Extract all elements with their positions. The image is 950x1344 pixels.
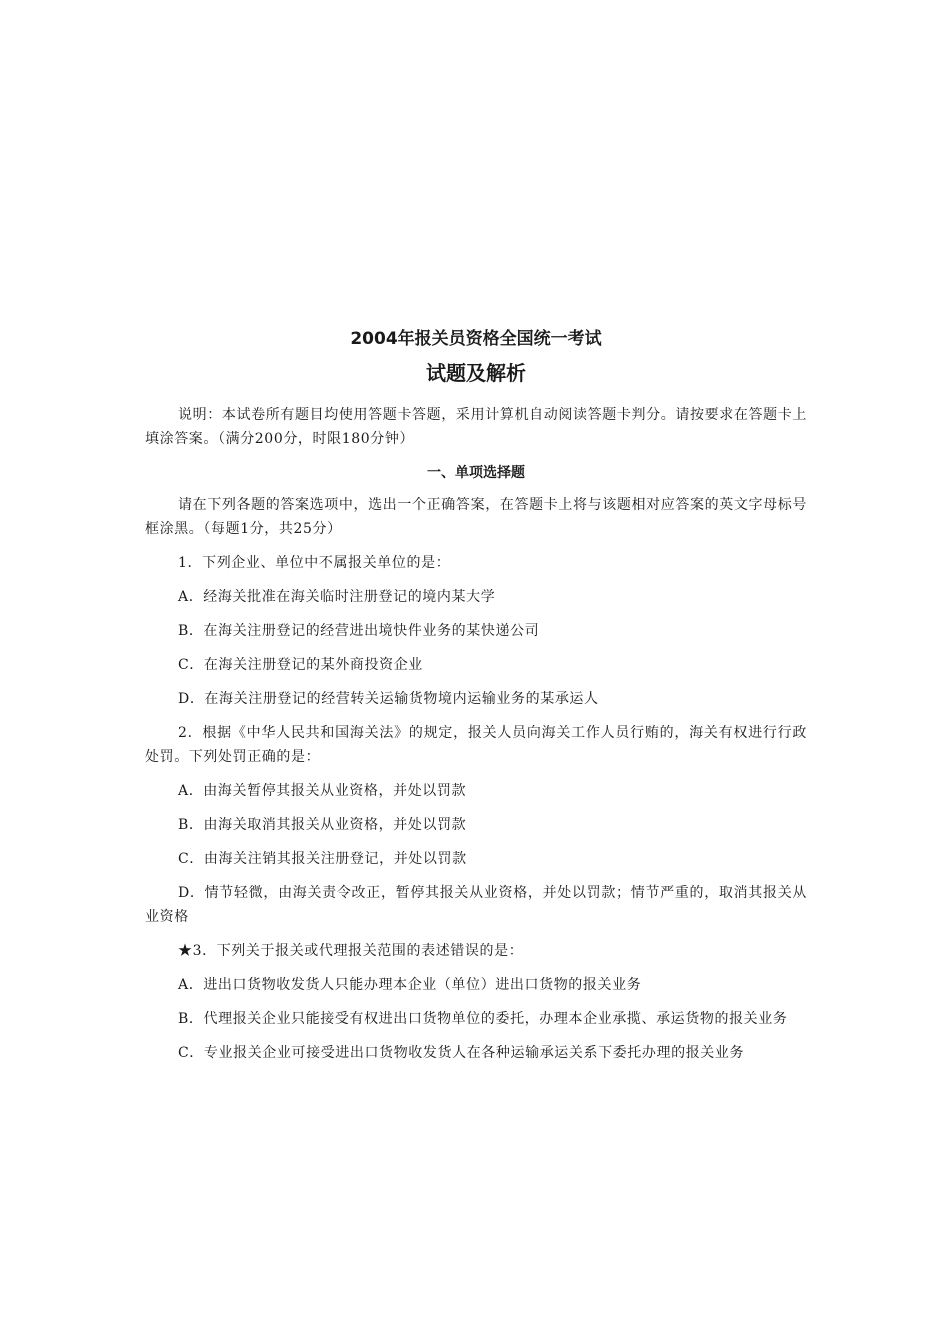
document-body: [145, 325, 807, 1075]
question-stem: ★3．下列关于报关或代理报关范围的表述错误的是：: [178, 943, 524, 959]
answer-option: C．由海关注销其报关注册登记，并处以罚款: [178, 851, 467, 867]
question-stem: 2．根据《中华人民共和国海关法》的规定，报关人员向海关工作人员行贿的，海关有权进行行政处罚。下列处罚正确的是：: [145, 725, 807, 765]
answer-option: C．专业报关企业可接受进出口货物收发货人在各种运输承运关系下委托办理的报关业务: [178, 1045, 745, 1061]
answer-option: B．在海关注册登记的经营进出境快件业务的某快递公司: [178, 623, 540, 639]
answer-option: D．情节轻微，由海关责令改正，暂停其报关从业资格，并处以罚款；情节严重的，取消其报关从业资格: [145, 885, 807, 925]
section-heading: 一、单项选择题: [427, 465, 525, 481]
document-title: 2004年报关员资格全国统一考试: [350, 329, 602, 349]
document-subtitle: 试题及解析: [426, 361, 526, 385]
question-stem: 1．下列企业、单位中不属报关单位的是：: [178, 555, 451, 571]
answer-option: D．在海关注册登记的经营转关运输货物境内运输业务的某承运人: [178, 691, 599, 707]
answer-option: C．在海关注册登记的某外商投资企业: [178, 657, 423, 673]
question-2: [145, 721, 807, 929]
answer-option: A．由海关暂停其报关从业资格，并处以罚款: [178, 783, 467, 799]
answer-option: B．代理报关企业只能接受有权进出口货物单位的委托，办理本企业承揽、承运货物的报关业务: [178, 1011, 788, 1027]
answer-option: A．进出口货物收发货人只能办理本企业（单位）进出口货物的报关业务: [178, 977, 642, 993]
answer-option: B．由海关取消其报关从业资格，并处以罚款: [178, 817, 467, 833]
section-intro: 请在下列各题的答案选项中，选出一个正确答案，在答题卡上将与该题相对应答案的英文字母标号框涂黑。（每题1分，共25分）: [145, 497, 807, 537]
exam-instructions: 说明：本试卷所有题目均使用答题卡答题，采用计算机自动阅读答题卡判分。请按要求在答题卡上填涂答案。（满分200分，时限180分钟）: [145, 407, 807, 447]
question-1: [145, 551, 807, 711]
question-3: [145, 939, 807, 1065]
answer-option: A．经海关批准在海关临时注册登记的境内某大学: [178, 589, 496, 605]
